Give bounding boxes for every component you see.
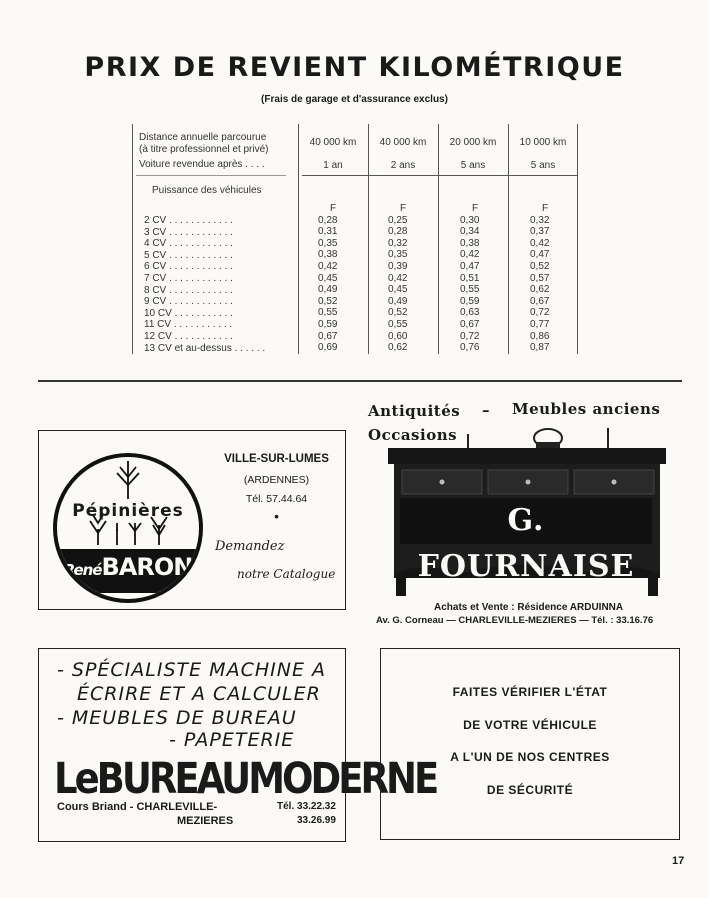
pepinieres-word: Pépinières bbox=[72, 501, 184, 521]
fournaise-address-1: Achats et Vente : Résidence ARDUINNA bbox=[434, 602, 624, 613]
ad-pepinieres bbox=[38, 430, 346, 610]
column-header bbox=[298, 137, 368, 171]
row-label: 9 CV . . . . . . . . . . . . bbox=[144, 296, 233, 308]
row-label: 11 CV . . . . . . . . . . . bbox=[144, 319, 233, 331]
bullet: • bbox=[274, 509, 279, 524]
bureau-phone-2: 33.26.99 bbox=[297, 815, 336, 826]
table-cell: 0,76 bbox=[460, 342, 480, 354]
bureau-line-1: - SPÉCIALISTE MACHINE A bbox=[57, 659, 326, 681]
table-cell: 0,31 bbox=[318, 226, 338, 238]
bureau-line-4: - PAPETERIE bbox=[169, 729, 295, 751]
table-cell: 0,34 bbox=[460, 226, 480, 238]
column-resale: 5 ans bbox=[460, 159, 486, 171]
pepinieres-region: (ARDENNES) bbox=[243, 474, 310, 486]
table-cell: 0,77 bbox=[530, 318, 550, 330]
distance-header: Distance annuelle parcourue bbox=[139, 132, 267, 143]
resale-header: Voiture revendue après . . . . bbox=[139, 159, 265, 170]
table-cell: 0,72 bbox=[530, 307, 550, 319]
table-cell: 0,69 bbox=[318, 342, 338, 354]
table-cell: 0,55 bbox=[318, 307, 338, 319]
column-distance: 40 000 km bbox=[379, 137, 427, 148]
column-resale: 2 ans bbox=[390, 159, 416, 171]
antiques-headline-occasions: Occasions bbox=[368, 426, 458, 444]
table-header-rule bbox=[302, 175, 578, 176]
row-label: 2 CV . . . . . . . . . . . . bbox=[144, 215, 233, 226]
table-cell: 0,32 bbox=[530, 214, 550, 226]
column-resale: 5 ans bbox=[530, 159, 556, 171]
table-border-left bbox=[132, 124, 133, 354]
column-distance: 10 000 km bbox=[519, 137, 567, 148]
table-cell: 0,59 bbox=[318, 318, 338, 330]
table-cell: 0,49 bbox=[388, 295, 408, 307]
table-cell: 0,42 bbox=[460, 249, 480, 261]
row-label: 13 CV et au-dessus . . . . . . bbox=[144, 342, 266, 354]
antiques-headline-left: Antiquités bbox=[368, 402, 461, 420]
page-subtitle: (Frais de garage et d'assurance exclus) bbox=[261, 94, 448, 105]
page-title: PRIX DE REVIENT KILOMÉTRIQUE bbox=[84, 52, 625, 83]
unit-label: F bbox=[330, 203, 337, 214]
table-cell: 0,35 bbox=[388, 249, 408, 261]
column-resale: 1 an bbox=[323, 159, 343, 171]
antiques-headline-right: Meubles anciens bbox=[512, 400, 661, 418]
bureau-phone-1: Tél. 33.22.32 bbox=[277, 801, 336, 812]
bureau-moderne-logo: LeBUREAUMODERNE bbox=[54, 754, 437, 804]
column-header bbox=[438, 137, 508, 171]
script-demandez: Demandez bbox=[215, 539, 285, 554]
distance-header-sub: (à titre professionnel et privé) bbox=[139, 144, 269, 155]
table-cell: 0,59 bbox=[460, 295, 480, 307]
row-labels bbox=[144, 215, 265, 354]
pepinieres-town: VILLE-SUR-LUMES bbox=[224, 453, 329, 465]
table-cell: 0,45 bbox=[388, 284, 408, 296]
row-label: 5 CV . . . . . . . . . . . . bbox=[144, 249, 233, 261]
ad-bureau-moderne bbox=[38, 648, 437, 842]
table-cell: 0,55 bbox=[388, 318, 408, 330]
securite-line-1: FAITES VÉRIFIER L'ÉTAT bbox=[452, 685, 608, 699]
table-cell: 0,45 bbox=[318, 272, 338, 284]
table-cell: 0,37 bbox=[530, 226, 550, 238]
table-cell: 0,67 bbox=[318, 330, 338, 342]
table-cell: 0,86 bbox=[530, 330, 550, 342]
table-cell: 0,42 bbox=[530, 237, 550, 249]
rene-prefix: René bbox=[63, 561, 102, 579]
row-label: 10 CV . . . . . . . . . . . bbox=[144, 307, 233, 319]
table-cell: 0,42 bbox=[388, 272, 408, 284]
table-cell: 0,38 bbox=[318, 249, 338, 261]
table-cell: 0,67 bbox=[460, 318, 480, 330]
column-header bbox=[508, 137, 578, 171]
table-cell: 0,63 bbox=[460, 307, 480, 319]
unit-label: F bbox=[542, 203, 549, 214]
cost-table bbox=[132, 124, 578, 354]
column-header bbox=[368, 137, 438, 171]
table-header-rule bbox=[136, 175, 286, 176]
page-number: 17 bbox=[672, 855, 685, 867]
table-cell: 0,38 bbox=[460, 237, 480, 249]
table-cell: 0,30 bbox=[460, 214, 480, 226]
table-cell: 0,25 bbox=[388, 214, 408, 226]
table-cell: 0,28 bbox=[318, 214, 338, 226]
table-cell: 0,28 bbox=[388, 226, 408, 238]
fournaise-address-2: Av. G. Corneau — CHARLEVILLE-MEZIERES — Tél. : 33.16.76 bbox=[376, 615, 654, 626]
script-catalogue: notre Catalogue bbox=[237, 567, 336, 581]
rene-baron-name bbox=[57, 553, 199, 581]
table-cell: 0,57 bbox=[530, 272, 550, 284]
power-header: Puissance des véhicules bbox=[152, 185, 262, 196]
table-cell: 0,52 bbox=[318, 295, 338, 307]
securite-line-2: DE VOTRE VÉHICULE bbox=[463, 718, 597, 732]
table-cell: 0,55 bbox=[460, 284, 480, 296]
value-column bbox=[530, 203, 566, 354]
table-cell: 0,39 bbox=[388, 260, 408, 272]
row-label: 6 CV . . . . . . . . . . . . bbox=[144, 261, 233, 273]
pepinieres-phone: Tél. 57.44.64 bbox=[245, 493, 308, 505]
unit-label: F bbox=[400, 203, 407, 214]
table-cell: 0,60 bbox=[388, 330, 408, 342]
bureau-line-2: ÉCRIRE ET A CALCULER bbox=[77, 683, 321, 705]
row-label: 7 CV . . . . . . . . . . . . bbox=[144, 272, 233, 284]
pepinieres-logo bbox=[53, 453, 203, 603]
table-cell: 0,62 bbox=[530, 284, 550, 296]
value-column bbox=[318, 203, 354, 354]
column-distance: 20 000 km bbox=[449, 137, 497, 148]
row-label: 3 CV . . . . . . . . . . . . bbox=[144, 226, 233, 238]
row-label: 8 CV . . . . . . . . . . . . bbox=[144, 284, 233, 296]
column-distance: 40 000 km bbox=[309, 137, 357, 148]
table-cell: 0,32 bbox=[388, 237, 408, 249]
table-cell: 0,87 bbox=[530, 342, 550, 354]
table-cell: 0,42 bbox=[318, 260, 338, 272]
row-label: 4 CV . . . . . . . . . . . . bbox=[144, 238, 233, 250]
table-cell: 0,47 bbox=[460, 260, 480, 272]
bureau-address-2: MEZIERES bbox=[177, 815, 234, 827]
table-cell: 0,52 bbox=[530, 260, 550, 272]
baron-word: BARON bbox=[101, 553, 193, 581]
table-cell: 0,49 bbox=[318, 284, 338, 296]
section-divider bbox=[38, 380, 682, 382]
securite-line-3: A L'UN DE NOS CENTRES bbox=[450, 750, 610, 764]
bureau-address-1: Cours Briand - CHARLEVILLE- bbox=[57, 801, 218, 813]
bureau-line-3: - MEUBLES DE BUREAU bbox=[57, 707, 297, 729]
value-column bbox=[460, 203, 496, 354]
table-cell: 0,47 bbox=[530, 249, 550, 261]
table-cell: 0,35 bbox=[318, 237, 338, 249]
row-label: 12 CV . . . . . . . . . . . bbox=[144, 330, 233, 342]
value-column bbox=[388, 203, 424, 354]
unit-label: F bbox=[472, 203, 479, 214]
table-cell: 0,62 bbox=[388, 342, 408, 354]
fournaise-sign: G. FOURNAISE bbox=[400, 498, 652, 544]
table-cell: 0,52 bbox=[388, 307, 408, 319]
table-cell: 0,72 bbox=[460, 330, 480, 342]
table-cell: 0,67 bbox=[530, 295, 550, 307]
table-cell: 0,51 bbox=[460, 272, 480, 284]
securite-line-4: DE SÉCURITÉ bbox=[486, 783, 574, 797]
antiques-headline-dash: – bbox=[482, 401, 490, 419]
ad-securite bbox=[380, 648, 680, 840]
